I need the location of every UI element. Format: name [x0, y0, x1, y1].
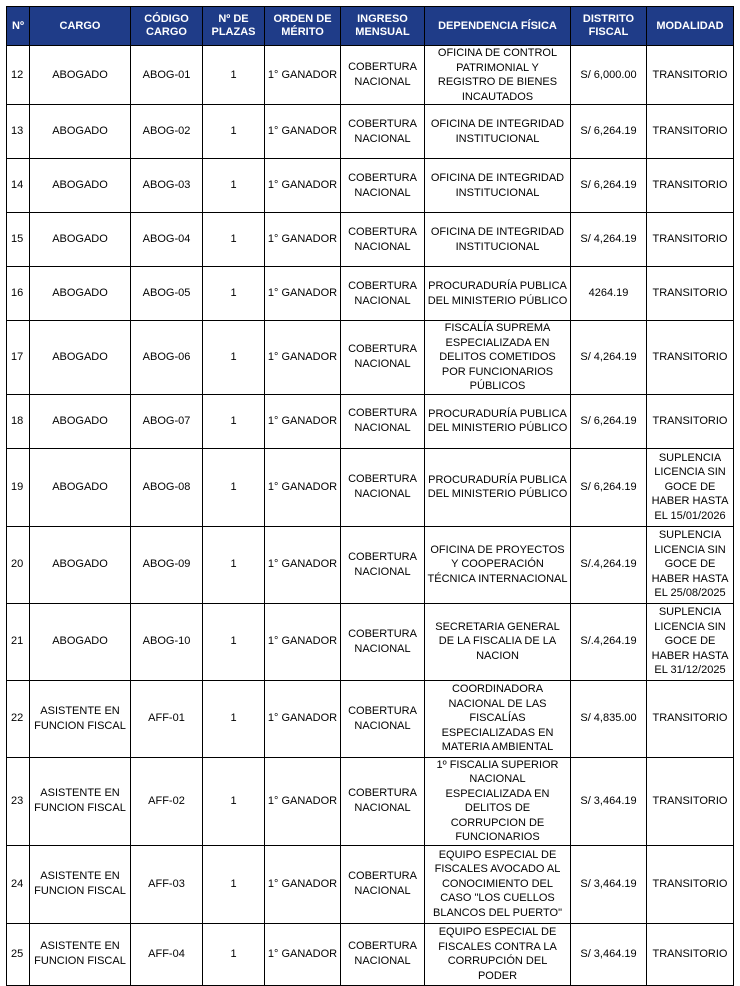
- cell-distrito: S/ 3,464.19: [571, 757, 647, 845]
- cell-cargo: ABOGADO: [30, 603, 131, 680]
- cell-cargo: ABOGADO: [30, 526, 131, 603]
- cell-codigo: ABOG-06: [131, 321, 203, 395]
- table-row: [7, 603, 734, 680]
- table-row: [7, 105, 734, 159]
- cell-plazas: 1: [203, 159, 265, 213]
- cell-orden: 1° GANADOR: [265, 526, 341, 603]
- cell-dependencia: 1º FISCALIA SUPERIOR NACIONAL ESPECIALIZADA EN DELITOS DE CORRUPCION DE FUNCIONARIOS: [425, 757, 571, 845]
- cell-distrito: S/ 4,264.19: [571, 213, 647, 267]
- header-codigo: CÓDIGO CARGO: [131, 7, 203, 46]
- header-modalidad: MODALIDAD: [647, 7, 734, 46]
- cell-number: 19: [7, 448, 30, 526]
- cell-modalidad: TRANSITORIO: [647, 321, 734, 395]
- cell-modalidad: TRANSITORIO: [647, 213, 734, 267]
- header-cargo: CARGO: [30, 7, 131, 46]
- cell-codigo: AFF-02: [131, 757, 203, 845]
- cell-plazas: 1: [203, 46, 265, 105]
- cell-distrito: S/ 6,000.00: [571, 46, 647, 105]
- cell-plazas: 1: [203, 321, 265, 395]
- cell-cargo: ABOGADO: [30, 46, 131, 105]
- cell-plazas: 1: [203, 845, 265, 923]
- cell-orden: 1° GANADOR: [265, 448, 341, 526]
- cell-cargo: ABOGADO: [30, 267, 131, 321]
- cell-modalidad: TRANSITORIO: [647, 105, 734, 159]
- cell-dependencia: SECRETARIA GENERAL DE LA FISCALIA DE LA NACION: [425, 603, 571, 680]
- cell-orden: 1° GANADOR: [265, 845, 341, 923]
- cell-ingreso: COBERTURA NACIONAL: [341, 680, 425, 757]
- cell-plazas: 1: [203, 267, 265, 321]
- cell-dependencia: PROCURADURÍA PUBLICA DEL MINISTERIO PÚBLICO: [425, 267, 571, 321]
- cell-codigo: ABOG-08: [131, 448, 203, 526]
- cell-modalidad: SUPLENCIA LICENCIA SIN GOCE DE HABER HASTA EL 15/01/2026: [647, 448, 734, 526]
- cell-codigo: ABOG-04: [131, 213, 203, 267]
- cell-plazas: 1: [203, 448, 265, 526]
- cell-cargo: ASISTENTE EN FUNCION FISCAL: [30, 923, 131, 985]
- cell-modalidad: TRANSITORIO: [647, 159, 734, 213]
- cell-cargo: ABOGADO: [30, 448, 131, 526]
- cell-distrito: 4264.19: [571, 267, 647, 321]
- cell-cargo: ABOGADO: [30, 394, 131, 448]
- cell-modalidad: TRANSITORIO: [647, 267, 734, 321]
- cell-dependencia: OFICINA DE INTEGRIDAD INSTITUCIONAL: [425, 159, 571, 213]
- cell-dependencia: PROCURADURÍA PUBLICA DEL MINISTERIO PÚBLICO: [425, 394, 571, 448]
- cell-codigo: ABOG-03: [131, 159, 203, 213]
- cell-ingreso: COBERTURA NACIONAL: [341, 923, 425, 985]
- cell-ingreso: COBERTURA NACIONAL: [341, 46, 425, 105]
- cell-number: 16: [7, 267, 30, 321]
- cell-ingreso: COBERTURA NACIONAL: [341, 394, 425, 448]
- header-plazas: Nº DE PLAZAS: [203, 7, 265, 46]
- cell-modalidad: TRANSITORIO: [647, 680, 734, 757]
- cell-modalidad: SUPLENCIA LICENCIA SIN GOCE DE HABER HASTA EL 31/12/2025: [647, 603, 734, 680]
- cell-number: 12: [7, 46, 30, 105]
- header-n: Nº: [7, 7, 30, 46]
- cell-ingreso: COBERTURA NACIONAL: [341, 526, 425, 603]
- cell-orden: 1° GANADOR: [265, 267, 341, 321]
- cell-orden: 1° GANADOR: [265, 603, 341, 680]
- cell-orden: 1° GANADOR: [265, 105, 341, 159]
- cell-distrito: S/ 4,835.00: [571, 680, 647, 757]
- cell-distrito: S/ 4,264.19: [571, 321, 647, 395]
- cell-number: 13: [7, 105, 30, 159]
- cell-cargo: ABOGADO: [30, 321, 131, 395]
- cell-ingreso: COBERTURA NACIONAL: [341, 448, 425, 526]
- cell-dependencia: OFICINA DE CONTROL PATRIMONIAL Y REGISTRO DE BIENES INCAUTADOS: [425, 46, 571, 105]
- header-ingreso: INGRESO MENSUAL: [341, 7, 425, 46]
- cell-plazas: 1: [203, 213, 265, 267]
- cell-dependencia: FISCALÍA SUPREMA ESPECIALIZADA EN DELITOS COMETIDOS POR FUNCIONARIOS PÚBLICOS: [425, 321, 571, 395]
- cell-plazas: 1: [203, 757, 265, 845]
- cell-modalidad: TRANSITORIO: [647, 845, 734, 923]
- cell-number: 15: [7, 213, 30, 267]
- cell-number: 17: [7, 321, 30, 395]
- cell-distrito: S/ 6,264.19: [571, 394, 647, 448]
- cell-orden: 1° GANADOR: [265, 680, 341, 757]
- cell-number: 24: [7, 845, 30, 923]
- cell-cargo: ASISTENTE EN FUNCION FISCAL: [30, 757, 131, 845]
- cell-number: 20: [7, 526, 30, 603]
- table-row: [7, 213, 734, 267]
- cell-modalidad: TRANSITORIO: [647, 923, 734, 985]
- cell-codigo: AFF-04: [131, 923, 203, 985]
- cell-codigo: ABOG-09: [131, 526, 203, 603]
- header-distrito: DISTRITO FISCAL: [571, 7, 647, 46]
- cell-dependencia: OFICINA DE PROYECTOS Y COOPERACIÓN TÉCNICA INTERNACIONAL: [425, 526, 571, 603]
- cell-modalidad: TRANSITORIO: [647, 46, 734, 105]
- cell-dependencia: PROCURADURÍA PUBLICA DEL MINISTERIO PÚBLICO: [425, 448, 571, 526]
- table-row: [7, 267, 734, 321]
- cell-plazas: 1: [203, 394, 265, 448]
- cell-dependencia: COORDINADORA NACIONAL DE LAS FISCALÍAS ESPECIALIZADAS EN MATERIA AMBIENTAL: [425, 680, 571, 757]
- cell-ingreso: COBERTURA NACIONAL: [341, 321, 425, 395]
- table-body: [7, 46, 734, 986]
- cell-distrito: S/ 3,464.19: [571, 923, 647, 985]
- table-row: [7, 448, 734, 526]
- cell-plazas: 1: [203, 680, 265, 757]
- cell-orden: 1° GANADOR: [265, 46, 341, 105]
- cell-orden: 1° GANADOR: [265, 159, 341, 213]
- cell-modalidad: SUPLENCIA LICENCIA SIN GOCE DE HABER HASTA EL 25/08/2025: [647, 526, 734, 603]
- cell-codigo: ABOG-10: [131, 603, 203, 680]
- table-row: [7, 757, 734, 845]
- cell-distrito: S/ 6,264.19: [571, 448, 647, 526]
- cell-distrito: S/ 6,264.19: [571, 159, 647, 213]
- cell-number: 22: [7, 680, 30, 757]
- header-orden: ORDEN DE MÉRITO: [265, 7, 341, 46]
- cell-dependencia: OFICINA DE INTEGRIDAD INSTITUCIONAL: [425, 105, 571, 159]
- cell-codigo: AFF-01: [131, 680, 203, 757]
- cell-ingreso: COBERTURA NACIONAL: [341, 845, 425, 923]
- cell-number: 21: [7, 603, 30, 680]
- cell-ingreso: COBERTURA NACIONAL: [341, 159, 425, 213]
- table-row: [7, 923, 734, 985]
- cell-distrito: S/.4,264.19: [571, 526, 647, 603]
- table-row: [7, 46, 734, 105]
- cell-ingreso: COBERTURA NACIONAL: [341, 267, 425, 321]
- cell-plazas: 1: [203, 105, 265, 159]
- cell-dependencia: EQUIPO ESPECIAL DE FISCALES AVOCADO AL CONOCIMIENTO DEL CASO "LOS CUELLOS BLANCOS DEL PUERTO": [425, 845, 571, 923]
- cell-ingreso: COBERTURA NACIONAL: [341, 603, 425, 680]
- cell-cargo: ABOGADO: [30, 213, 131, 267]
- cell-cargo: ASISTENTE EN FUNCION FISCAL: [30, 845, 131, 923]
- cell-ingreso: COBERTURA NACIONAL: [341, 105, 425, 159]
- cell-plazas: 1: [203, 603, 265, 680]
- cell-cargo: ABOGADO: [30, 105, 131, 159]
- cell-plazas: 1: [203, 526, 265, 603]
- cell-number: 25: [7, 923, 30, 985]
- cell-distrito: S/.4,264.19: [571, 603, 647, 680]
- cell-number: 23: [7, 757, 30, 845]
- cell-distrito: S/ 3,464.19: [571, 845, 647, 923]
- cell-cargo: ASISTENTE EN FUNCION FISCAL: [30, 680, 131, 757]
- cell-modalidad: TRANSITORIO: [647, 394, 734, 448]
- table-row: [7, 526, 734, 603]
- table-row: [7, 159, 734, 213]
- cell-number: 18: [7, 394, 30, 448]
- cell-ingreso: COBERTURA NACIONAL: [341, 213, 425, 267]
- cell-number: 14: [7, 159, 30, 213]
- cell-codigo: ABOG-05: [131, 267, 203, 321]
- plazas-table: [6, 6, 734, 986]
- table-row: [7, 394, 734, 448]
- table-row: [7, 845, 734, 923]
- table-row: [7, 321, 734, 395]
- cell-ingreso: COBERTURA NACIONAL: [341, 757, 425, 845]
- cell-orden: 1° GANADOR: [265, 923, 341, 985]
- cell-codigo: ABOG-01: [131, 46, 203, 105]
- cell-orden: 1° GANADOR: [265, 213, 341, 267]
- header-row: [7, 7, 734, 46]
- cell-distrito: S/ 6,264.19: [571, 105, 647, 159]
- cell-modalidad: TRANSITORIO: [647, 757, 734, 845]
- cell-orden: 1° GANADOR: [265, 321, 341, 395]
- cell-cargo: ABOGADO: [30, 159, 131, 213]
- cell-codigo: AFF-03: [131, 845, 203, 923]
- table-row: [7, 680, 734, 757]
- cell-codigo: ABOG-07: [131, 394, 203, 448]
- cell-dependencia: EQUIPO ESPECIAL DE FISCALES CONTRA LA CORRUPCIÓN DEL PODER: [425, 923, 571, 985]
- cell-orden: 1° GANADOR: [265, 394, 341, 448]
- header-dependencia: DEPENDENCIA FÍSICA: [425, 7, 571, 46]
- cell-codigo: ABOG-02: [131, 105, 203, 159]
- cell-dependencia: OFICINA DE INTEGRIDAD INSTITUCIONAL: [425, 213, 571, 267]
- cell-plazas: 1: [203, 923, 265, 985]
- cell-orden: 1° GANADOR: [265, 757, 341, 845]
